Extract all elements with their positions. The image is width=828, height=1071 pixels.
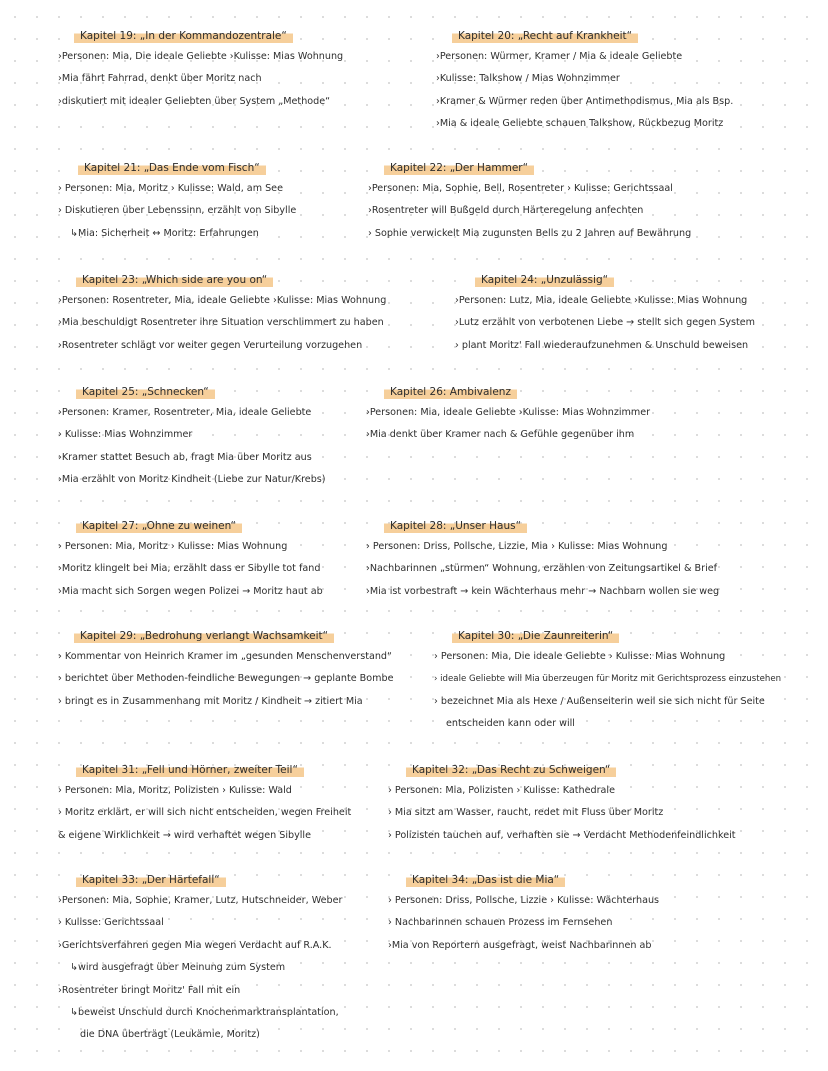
chapter-line: ↳wird ausgefragt über Meinung zum System xyxy=(70,962,286,974)
chapter-line: ›Mia denkt über Kramer nach & Gefühle gegenüber ihm xyxy=(366,429,635,441)
chapter-line: › berichtet über Methoden-feindliche Bewegungen → geplante Bombe xyxy=(58,673,394,685)
chapter-line: › ideale Geliebte will Mia überzeugen für Moritz mit Gerichtsprozess einzustehen xyxy=(434,674,782,685)
chapter-21 xyxy=(58,156,296,245)
chapter-line: › Nachbarinnen schauen Prozess im Fernsehen xyxy=(388,917,613,929)
chapter-line: ›Personen: Mia, ideale Geliebte ›Kulisse: Mias Wohnzimmer xyxy=(366,407,651,418)
chapter-25 xyxy=(58,380,326,492)
chapter-28 xyxy=(366,514,719,603)
chapter-line: ›Rosentreter will Bußgeld durch Härteregelung anfechten xyxy=(368,205,644,217)
chapter-title: Kapitel 34: „Das ist die Mia“ xyxy=(406,873,565,888)
chapter-line: ›Mia fährt Fahrrad, denkt über Moritz nach xyxy=(58,73,262,85)
chapter-line: › bezeichnet Mia als Hexe / Außenseiterin weil sie sich nicht für Seite xyxy=(434,695,765,707)
chapter-title: Kapitel 33: „Der Härtefall“ xyxy=(76,873,226,888)
chapter-line: › Kommentar von Heinrich Kramer im „gesunden Menschenverstand“ xyxy=(58,651,392,662)
chapter-line: › Kulisse: Gerichtssaal xyxy=(58,917,164,929)
chapter-title: Kapitel 31: „Fell und Hörner, zweiter Teil“ xyxy=(76,763,304,778)
chapter-line: ›Personen: Mia, Die ideale Geliebte ›Kulisse: Mias Wohnung xyxy=(58,51,344,62)
chapter-line: die DNA überträgt (Leukämie, Moritz) xyxy=(80,1029,260,1041)
chapter-line: ›Kulisse: Talkshow / Mias Wohnzimmer xyxy=(436,73,620,85)
chapter-line: entscheiden kann oder will xyxy=(446,718,575,730)
chapter-22 xyxy=(368,156,691,245)
chapter-line: › Polizisten tauchen auf, verhaften sie → Verdacht Methodenfeindlichkeit xyxy=(388,829,736,841)
chapter-line: › Personen: Driss, Pollsche, Lizzie › Kulisse: Wächterhaus xyxy=(388,895,660,906)
chapter-line: › Diskutieren über Lebenssinn, erzählt von Sibylle xyxy=(58,205,297,217)
chapter-line: ›Gerichtsverfahren gegen Mia wegen Verdacht auf R.A.K. xyxy=(58,939,332,951)
chapter-20 xyxy=(436,24,733,136)
chapter-23 xyxy=(58,268,386,357)
chapter-line: ›Moritz klingelt bei Mia, erzählt dass er Sibylle tot fand xyxy=(58,563,321,575)
chapter-31 xyxy=(58,758,351,847)
chapter-line: ›Kramer stattet Besuch ab, fragt Mia über Moritz aus xyxy=(58,451,312,463)
chapter-title: Kapitel 23: „Which side are you on“ xyxy=(76,273,273,288)
chapter-title: Kapitel 24: „Unzulässig“ xyxy=(475,273,614,288)
chapter-32 xyxy=(388,758,736,847)
chapter-line: ›Lutz erzählt von verbotenen Liebe → stellt sich gegen System xyxy=(455,317,756,329)
chapter-line: › Moritz erklärt, er will sich nicht entscheiden, wegen Freiheit xyxy=(58,807,352,819)
chapter-title: Kapitel 25: „Schnecken“ xyxy=(76,385,215,400)
chapter-line: › Kulisse: Mias Wohnzimmer xyxy=(58,429,193,441)
chapter-30 xyxy=(434,624,781,736)
chapter-line: ↳beweist Unschuld durch Knochenmarktransplantation, xyxy=(70,1007,339,1019)
chapter-line: ›Personen: Mia, Sophie, Kramer, Lutz, Hutschneider, Weber xyxy=(58,895,343,906)
chapter-line: › Personen: Mia, Die ideale Geliebte › Kulisse: Mias Wohnung xyxy=(434,651,726,662)
chapter-line: ›Rosentreter bringt Moritz' Fall mit ein xyxy=(58,984,241,996)
chapter-title: Kapitel 22: „Der Hammer“ xyxy=(384,161,534,176)
chapter-line: ›Personen: Kramer, Rosentreter, Mia, ideale Geliebte xyxy=(58,407,312,418)
chapter-line: ›Mia macht sich Sorgen wegen Polizei → Moritz haut ab xyxy=(58,585,323,597)
chapter-line: › bringt es in Zusammenhang mit Moritz / Kindheit → zitiert Mia xyxy=(58,695,363,707)
chapter-line: ›Personen: Rosentreter, Mia, ideale Geliebte ›Kulisse: Mias Wohnung xyxy=(58,295,387,306)
chapter-line: & eigene Wirklichkeit → wird verhaftet wegen Sibylle xyxy=(58,829,311,841)
chapter-title: Kapitel 21: „Das Ende vom Fisch“ xyxy=(78,161,266,176)
chapter-line: ›Personen: Lutz, Mia, ideale Geliebte ›Kulisse: Mias Wohnung xyxy=(455,295,748,306)
chapter-line: ›diskutiert mit idealer Geliebten über System „Methode“ xyxy=(58,95,331,107)
chapter-line: › Personen: Mia, Polizisten › Kulisse: Kathedrale xyxy=(388,785,615,796)
chapter-line: ›Mia erzählt von Moritz Kindheit (Liebe zur Natur/Krebs) xyxy=(58,474,326,486)
chapter-line: ›Mia & ideale Geliebte schauen Talkshow, Rückbezug Moritz xyxy=(436,118,724,130)
chapter-line: › Personen: Mia, Moritz › Kulisse: Mias Wohnung xyxy=(58,541,288,552)
chapter-line: › plant Moritz' Fall wiederaufzunehmen & Unschuld beweisen xyxy=(455,339,749,351)
chapter-line: ›Nachbarinnen „stürmen“ Wohnung, erzählen von Zeitungsartikel & Brief xyxy=(366,563,718,575)
chapter-line: ›Mia ist vorbestraft → kein Wächterhaus mehr → Nachbarn wollen sie weg xyxy=(366,585,720,597)
chapter-line: ›Rosentreter schlägt vor weiter gegen Verurteilung vorzugehen xyxy=(58,339,363,351)
chapter-line: ›Mia von Reportern ausgefragt, weist Nachbarinnen ab xyxy=(388,939,652,951)
chapter-title: Kapitel 27: „Ohne zu weinen“ xyxy=(76,519,242,534)
chapter-29 xyxy=(58,624,393,713)
chapter-line: › Mia sitzt am Wasser, raucht, redet mit Fluss über Moritz xyxy=(388,807,664,819)
chapter-title: Kapitel 19: „In der Kommandozentrale“ xyxy=(74,29,293,44)
chapter-line: › Personen: Mia, Moritz, Polizisten › Kulisse: Wald xyxy=(58,785,292,796)
chapter-34 xyxy=(388,868,659,957)
chapter-title: Kapitel 20: „Recht auf Krankheit“ xyxy=(452,29,638,44)
chapter-line: ›Mia beschuldigt Rosentreter ihre Situation verschlimmert zu haben xyxy=(58,317,384,329)
chapter-line: ›Kramer & Würmer reden über Antimethodismus, Mia als Bsp. xyxy=(436,95,734,107)
chapter-line: ›Personen: Würmer, Kramer / Mia & ideale Geliebte xyxy=(436,51,683,62)
chapter-line: › Sophie verwickelt Mia zugunsten Bells zu 2 Jahren auf Bewährung xyxy=(368,227,692,239)
chapter-line: ›Personen: Mia, Sophie, Bell, Rosentreter › Kulisse: Gerichtssaal xyxy=(368,183,673,194)
chapter-title: Kapitel 26: Ambivalenz xyxy=(384,385,517,400)
chapter-27 xyxy=(58,514,323,603)
chapter-26 xyxy=(366,380,650,447)
chapter-24 xyxy=(455,268,755,357)
chapter-title: Kapitel 32: „Das Recht zu Schweigen“ xyxy=(406,763,616,778)
chapter-title: Kapitel 28: „Unser Haus“ xyxy=(384,519,527,534)
chapter-33 xyxy=(58,868,342,1047)
chapter-line: ↳Mia: Sicherheit ↔ Moritz: Erfahrungen xyxy=(70,227,259,239)
chapter-line: › Personen: Mia, Moritz › Kulisse: Wald, am See xyxy=(58,183,283,194)
chapter-19 xyxy=(58,24,343,113)
chapter-title: Kapitel 29: „Bedrohung verlangt Wachsamkeit“ xyxy=(74,629,334,644)
chapter-line: › Personen: Driss, Pollsche, Lizzie, Mia › Kulisse: Mias Wohnung xyxy=(366,541,668,552)
chapter-title: Kapitel 30: „Die Zaunreiterin“ xyxy=(452,629,619,644)
